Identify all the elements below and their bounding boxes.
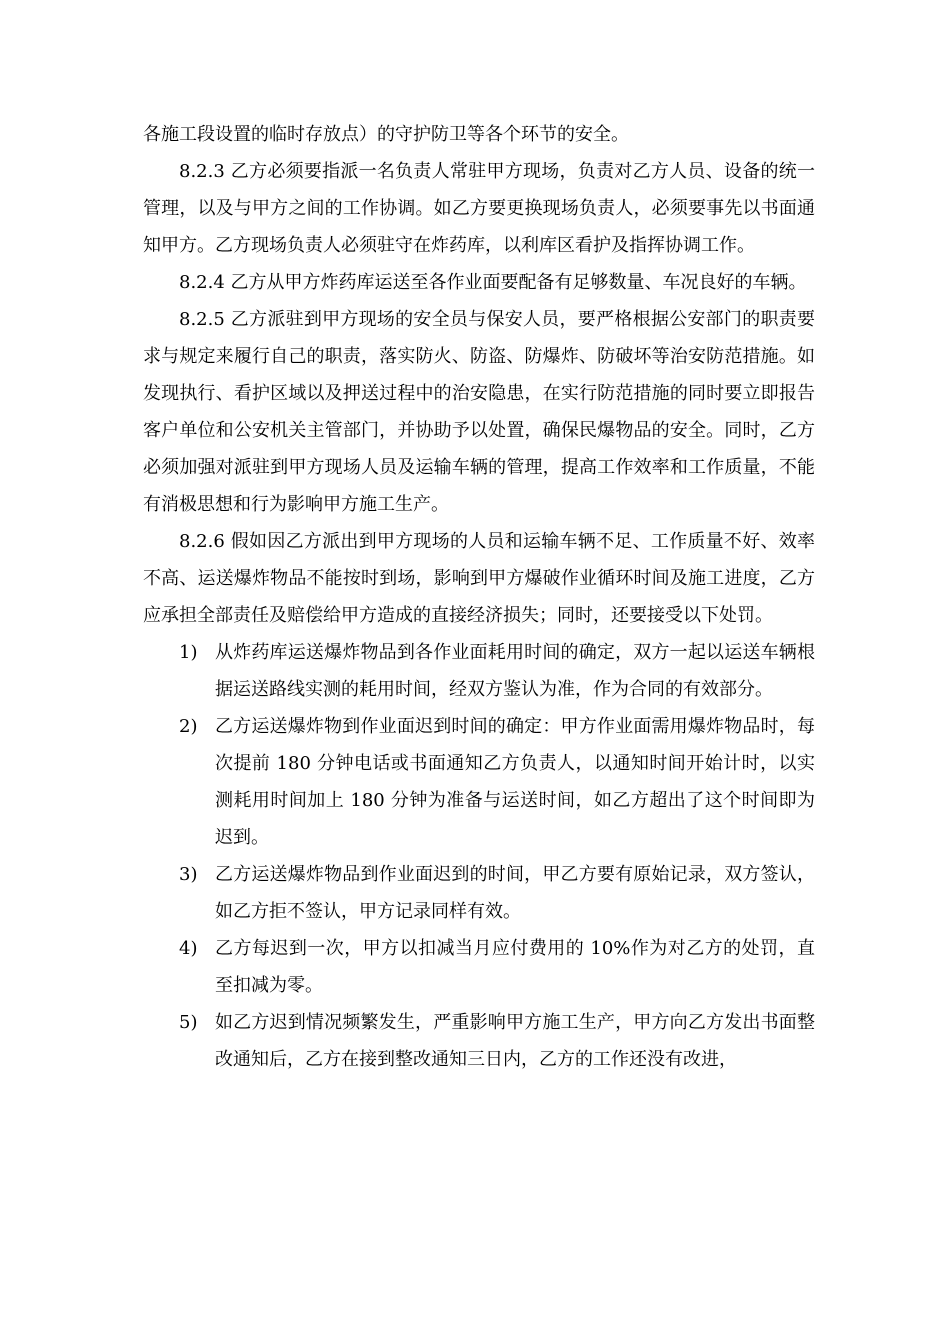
list-item — [143, 930, 815, 1004]
list-item-number: 3) — [179, 864, 198, 885]
list-item-number: 1) — [179, 642, 198, 663]
penalty-list — [143, 634, 815, 1078]
list-item-number: 2) — [179, 716, 198, 737]
list-item — [143, 1004, 815, 1078]
list-item — [143, 856, 815, 930]
list-item-text: 乙方每迟到一次，甲方以扣减当月应付费用的 10%作为对乙方的处罚，直至扣减为零。 — [215, 938, 815, 996]
paragraph-8-2-3: 8.2.3 乙方必须要指派一名负责人常驻甲方现场，负责对乙方人员、设备的统一管理，以及与甲方之间的工作协调。如乙方要更换现场负责人，必须要事先以书面通知甲方。乙方现场负责人必须驻守在炸药库，以利库区看护及指挥协调工作。 — [143, 161, 815, 256]
list-item — [143, 708, 815, 856]
paragraph-8-2-4: 8.2.4 乙方从甲方炸药库运送至各作业面要配备有足够数量、车况良好的车辆。 — [179, 272, 807, 293]
list-item — [143, 634, 815, 708]
paragraph-8-2-6: 8.2.6 假如因乙方派出到甲方现场的人员和运输车辆不足、工作质量不好、效率不高、运送爆炸物品不能按时到场，影响到甲方爆破作业循环时间及施工进度，乙方应承担全部责任及赔偿给甲方造成的直接经济损失；同时，还要接受以下处罚。 — [143, 531, 815, 626]
document-body — [143, 116, 815, 1078]
paragraph-continuation: 各施工段设置的临时存放点）的守护防卫等各个环节的安全。 — [143, 124, 629, 145]
list-item-text: 乙方运送爆炸物品到作业面迟到的时间，甲乙方要有原始记录，双方签认，如乙方拒不签认，甲方记录同样有效。 — [215, 864, 815, 922]
list-item-text: 乙方运送爆炸物到作业面迟到时间的确定：甲方作业面需用爆炸物品时，每次提前 180 分钟电话或书面通知乙方负责人，以通知时间开始计时，以实测耗用时间加上 180 分钟为准备与运送时间，如乙方超出了这个时间即为迟到。 — [215, 716, 815, 848]
list-item-number: 4) — [179, 938, 198, 959]
list-item-number: 5) — [179, 1012, 198, 1033]
paragraph-8-2-5: 8.2.5 乙方派驻到甲方现场的安全员与保安人员，要严格根据公安部门的职责要求与规定来履行自己的职责，落实防火、防盗、防爆炸、防破坏等治安防范措施。如发现执行、看护区域以及押送过程中的治安隐患，在实行防范措施的同时要立即报告客户单位和公安机关主管部门，并协助予以处置，确保民爆物品的安全。同时，乙方必须加强对派驻到甲方现场人员及运输车辆的管理，提高工作效率和工作质量，不能有消极思想和行为影响甲方施工生产。 — [143, 309, 815, 515]
list-item-text: 如乙方迟到情况频繁发生，严重影响甲方施工生产，甲方向乙方发出书面整改通知后，乙方在接到整改通知三日内，乙方的工作还没有改进， — [215, 1012, 815, 1070]
list-item-text: 从炸药库运送爆炸物品到各作业面耗用时间的确定，双方一起以运送车辆根据运送路线实测的耗用时间，经双方鉴认为准，作为合同的有效部分。 — [215, 642, 815, 700]
